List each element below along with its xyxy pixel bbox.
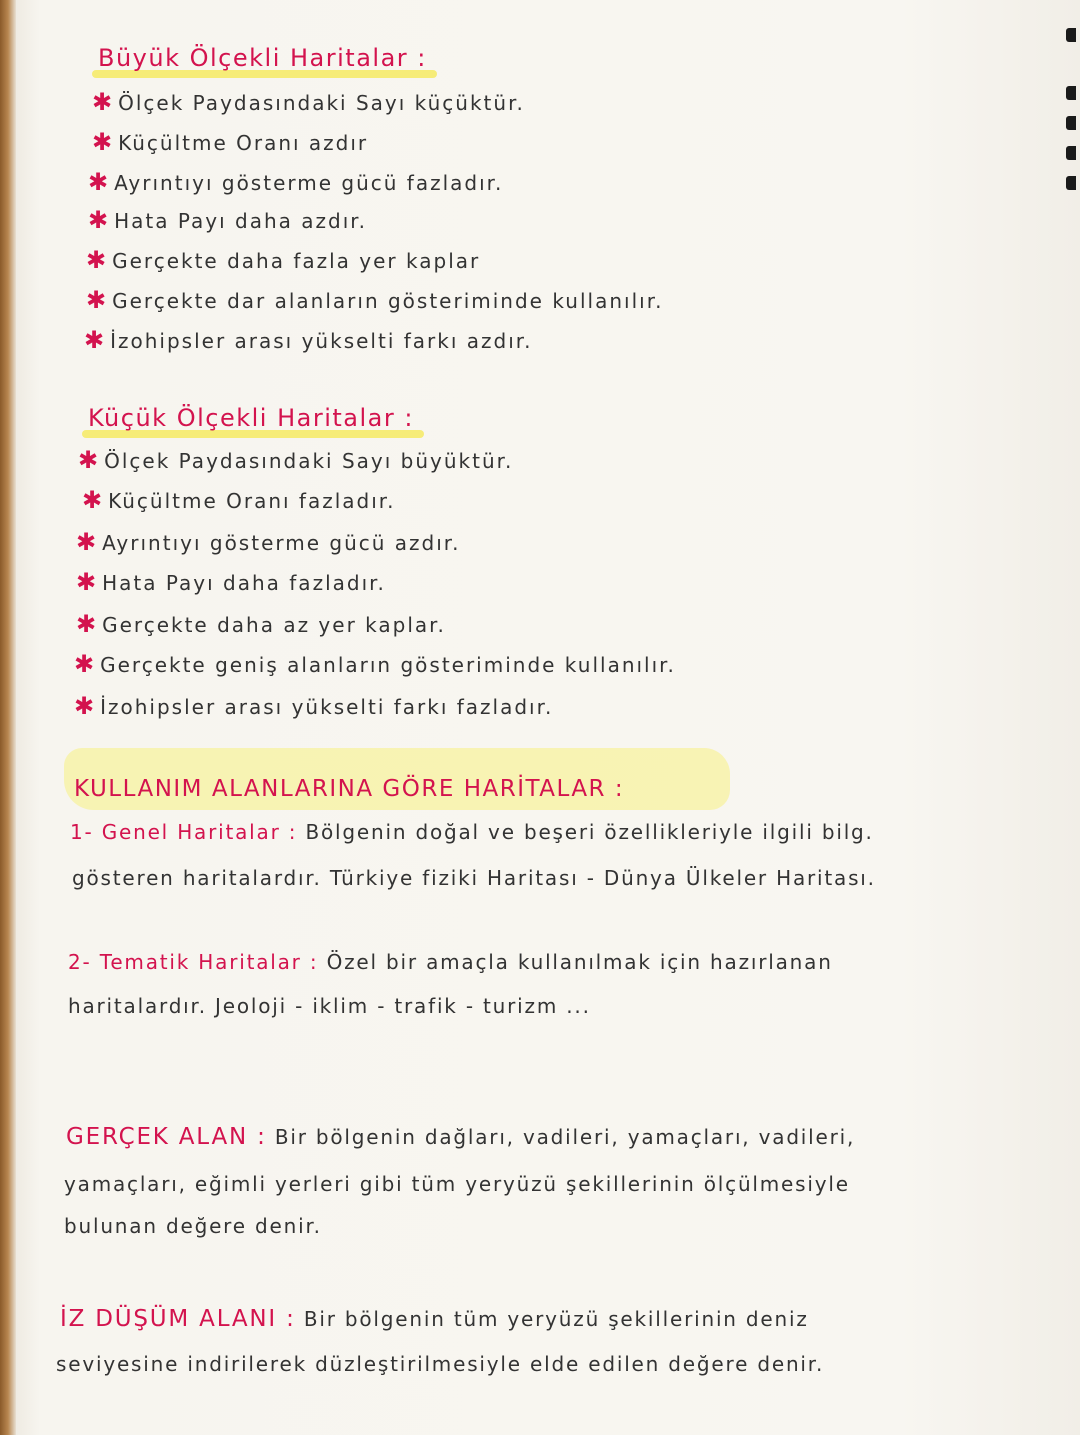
- projection-area-line: [60, 1306, 809, 1332]
- small-scale-item: [78, 446, 513, 474]
- small-scale-item-text: Gerçekte daha az yer kaplar.: [102, 613, 446, 637]
- large-scale-item: [86, 286, 663, 314]
- general-maps-line: [70, 820, 874, 844]
- binding-hole: [1066, 28, 1076, 42]
- large-scale-item-text: Hata Payı daha azdır.: [114, 209, 368, 233]
- large-scale-item: [92, 128, 368, 156]
- star-icon: ✱: [92, 88, 115, 116]
- star-icon: ✱: [92, 128, 115, 156]
- large-scale-item: [92, 88, 525, 116]
- small-scale-item: [74, 650, 676, 678]
- real-area-text-2: yamaçları, eğimli yerleri gibi tüm yeryüzü şekillerinin ölçülmesiyle: [64, 1172, 850, 1196]
- star-icon: ✱: [78, 446, 101, 474]
- large-scale-item-text: Küçültme Oranı azdır: [118, 131, 369, 155]
- binding-hole: [1066, 116, 1076, 130]
- projection-area-text: Bir bölgenin tüm yeryüzü şekillerinin deniz: [303, 1307, 809, 1331]
- thematic-maps-text-2: haritalardır. Jeoloji - iklim - trafik - turizm ...: [68, 994, 591, 1018]
- star-icon: ✱: [74, 650, 97, 678]
- small-scale-item-text: Ölçek Paydasındaki Sayı büyüktür.: [104, 449, 514, 473]
- small-scale-item: [74, 692, 553, 720]
- star-icon: ✱: [86, 286, 109, 314]
- real-area-title: GERÇEK ALAN :: [66, 1124, 267, 1150]
- small-scale-item-text: Ayrıntıyı gösterme gücü azdır.: [102, 531, 461, 555]
- small-scale-item: [82, 486, 396, 514]
- star-icon: ✱: [84, 326, 107, 354]
- star-icon: ✱: [82, 486, 105, 514]
- thematic-maps-text: Özel bir amaçla kullanılmak için hazırlanan: [326, 950, 833, 974]
- binding-hole: [1066, 86, 1076, 100]
- usage-heading: KULLANIM ALANLARINA GÖRE HARİTALAR :: [74, 776, 625, 802]
- projection-area-text-2: seviyesine indirilerek düzleştirilmesiyle elde edilen değere denir.: [56, 1352, 825, 1376]
- small-scale-item: [76, 610, 446, 638]
- star-icon: ✱: [88, 206, 111, 234]
- large-scale-item-text: Gerçekte dar alanların gösteriminde kullanılır.: [112, 289, 664, 313]
- small-scale-item-text: Hata Payı daha fazladır.: [102, 571, 386, 595]
- star-icon: ✱: [74, 692, 97, 720]
- general-maps-title: 1- Genel Haritalar :: [70, 820, 298, 844]
- large-scale-item-text: Gerçekte daha fazla yer kaplar: [112, 249, 481, 273]
- large-scale-heading-text: Büyük Ölçekli Haritalar :: [98, 44, 427, 72]
- star-icon: ✱: [76, 528, 99, 556]
- large-scale-item: [88, 168, 503, 196]
- star-icon: ✱: [76, 568, 99, 596]
- small-scale-item-text: Küçültme Oranı fazladır.: [108, 489, 396, 513]
- large-scale-item: [86, 246, 480, 274]
- small-scale-item-text: Gerçekte geniş alanların gösteriminde kullanılır.: [100, 653, 676, 677]
- small-scale-item-text: İzohipsler arası yükselti farkı fazladır.: [100, 695, 554, 719]
- page-edge: [0, 0, 16, 1435]
- general-maps-text-2: gösteren haritalardır. Türkiye fiziki Haritası - Dünya Ülkeler Haritası.: [72, 866, 876, 890]
- real-area-text-3: bulunan değere denir.: [64, 1214, 322, 1238]
- large-scale-heading: [98, 44, 427, 72]
- real-area-text: Bir bölgenin dağları, vadileri, yamaçları, vadileri,: [274, 1125, 856, 1149]
- star-icon: ✱: [88, 168, 111, 196]
- small-scale-heading-text: Küçük Ölçekli Haritalar :: [88, 404, 414, 432]
- large-scale-item-text: Ayrıntıyı gösterme gücü fazladır.: [114, 171, 504, 195]
- thematic-maps-title: 2- Tematik Haritalar :: [68, 950, 319, 974]
- binding-hole: [1066, 146, 1076, 160]
- star-icon: ✱: [86, 246, 109, 274]
- real-area-line: [66, 1124, 855, 1150]
- large-scale-item-text: İzohipsler arası yükselti farkı azdır.: [110, 329, 533, 353]
- star-icon: ✱: [76, 610, 99, 638]
- general-maps-text: Bölgenin doğal ve beşeri özellikleriyle ilgili bilg.: [305, 820, 874, 844]
- small-scale-item: [76, 528, 461, 556]
- small-scale-heading: [88, 404, 414, 432]
- thematic-maps-line: [68, 950, 833, 974]
- small-scale-item: [76, 568, 386, 596]
- spiral-binding: [1060, 0, 1080, 1435]
- binding-hole: [1066, 176, 1076, 190]
- projection-area-title: İZ DÜŞÜM ALANI :: [60, 1306, 296, 1332]
- large-scale-item: [88, 206, 367, 234]
- large-scale-item-text: Ölçek Paydasındaki Sayı küçüktür.: [118, 91, 525, 115]
- large-scale-item: [84, 326, 533, 354]
